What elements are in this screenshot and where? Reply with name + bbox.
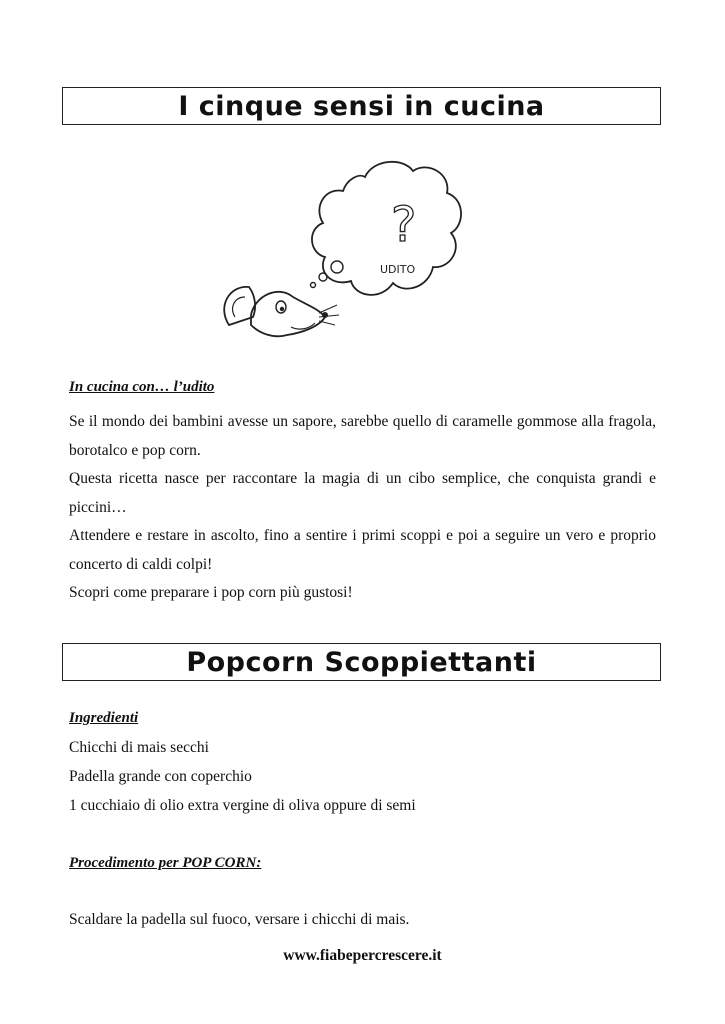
- thought-puff-medium: [319, 273, 327, 281]
- intro-paragraph: Scopri come preparare i pop corn più gustosi!: [69, 584, 353, 601]
- intro-paragraph: Attendere e restare in ascolto, fino a sentire i primi scoppi e poi a seguire un vero e proprio concerto di caldi colpi!: [69, 527, 656, 573]
- thought-puff-small: [311, 283, 316, 288]
- ingredient-item: Chicchi di mais secchi: [69, 739, 209, 756]
- bubble-label: UDITO: [380, 263, 416, 276]
- procedure-heading: Procedimento per POP CORN:: [69, 855, 262, 871]
- mouse-thought-bubble-illustration: [215, 157, 465, 342]
- ingredient-item: 1 cucchiaio di olio extra vergine di oliva oppure di semi: [69, 797, 416, 814]
- mouse-head: [251, 292, 325, 336]
- ingredient-item: Padella grande con coperchio: [69, 768, 252, 785]
- intro-paragraph: Questa ricetta nasce per raccontare la magia di un cibo semplice, che conquista grandi e piccini…: [69, 470, 656, 516]
- mouse-pupil: [280, 307, 284, 311]
- thought-puff-large: [331, 261, 343, 273]
- mouse-eye: [276, 301, 286, 313]
- recipe-title: Popcorn Scoppiettanti: [186, 646, 537, 678]
- page-title-box: [62, 87, 661, 125]
- intro-paragraph: Se il mondo dei bambini avesse un sapore, sarebbe quello di caramelle gommose alla fragola, borotalco e pop corn.: [69, 413, 656, 459]
- footer-website: www.fiabepercrescere.it: [283, 947, 442, 964]
- mouse-inner-ear: [233, 297, 245, 317]
- procedure-step: Scaldare la padella sul fuoco, versare i chicchi di mais.: [69, 911, 410, 928]
- question-mark-symbol: ?: [391, 197, 417, 253]
- page-title: I cinque sensi in cucina: [178, 90, 545, 122]
- ingredients-heading: Ingredienti: [69, 710, 139, 726]
- recipe-title-box: [62, 643, 661, 681]
- intro-heading: In cucina con… l’udito: [69, 379, 215, 395]
